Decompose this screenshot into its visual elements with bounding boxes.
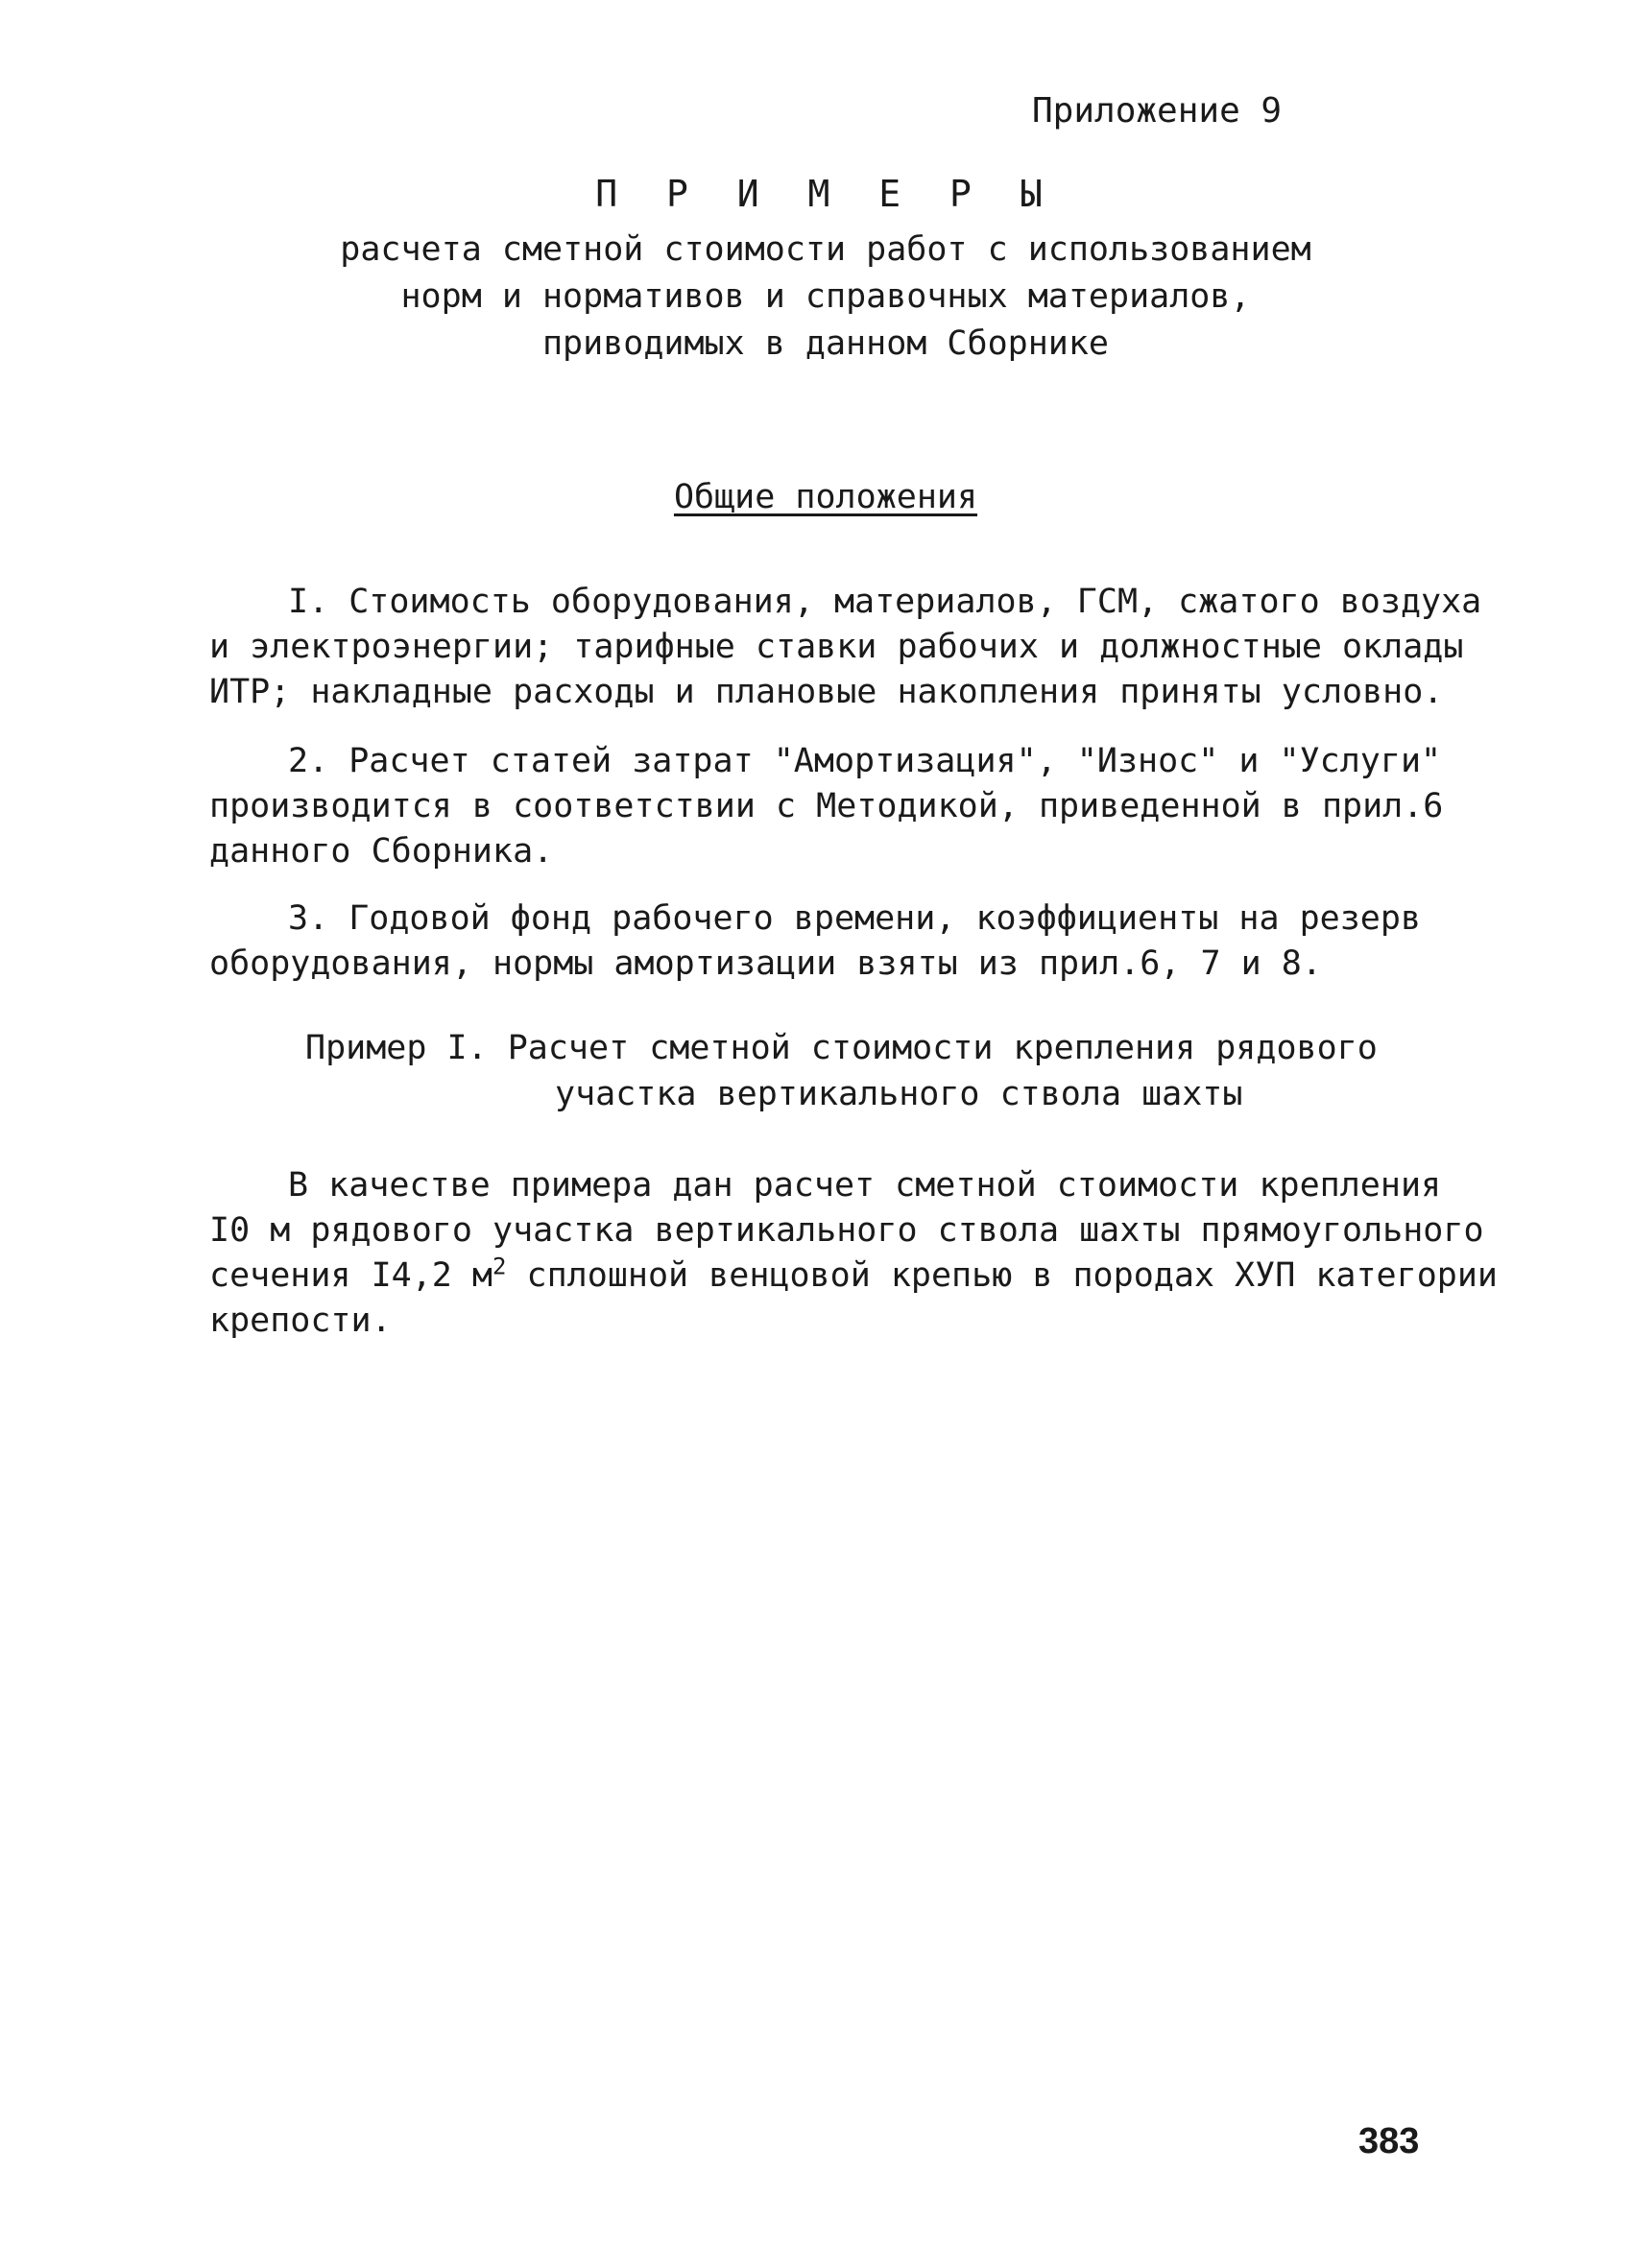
paragraph-3 (209, 896, 1448, 987)
paragraph-2-line-3: данного Сборника. (209, 832, 554, 871)
example-line-3-after: сплошной венцовой крепью в породах ХУП категории (506, 1256, 1498, 1295)
example-paragraph (209, 1163, 1498, 1344)
paragraph-2 (209, 739, 1448, 874)
example-line-3-before: сечения I4,2 м (209, 1256, 493, 1295)
example-line-2: I0 м рядового участка вертикального ствола шахты прямоугольного (209, 1211, 1484, 1250)
subtitle-line-1: расчета сметной стоимости работ с использованием (340, 230, 1311, 269)
example-line-4: крепости. (209, 1301, 392, 1340)
example-line-1: В качестве примера дан расчет сметной стоимости крепления (288, 1166, 1442, 1205)
paragraph-1 (209, 580, 1482, 715)
title-block (288, 173, 1363, 368)
example-line-3 (209, 1253, 1498, 1299)
section-heading (288, 478, 1363, 516)
appendix-label: Приложение 9 (1032, 91, 1283, 131)
paragraph-1-line-2: и электроэнергии; тарифные ставки рабочих и должностные оклады (209, 628, 1464, 666)
paragraph-3-line-2: оборудования, нормы амортизации взяты из прил.6, 7 и 8. (209, 944, 1322, 983)
example-heading (305, 1025, 1378, 1117)
example-heading-line-1: Пример I. Расчет сметной стоимости крепления рядового (305, 1029, 1378, 1067)
example-heading-line-2: участка вертикального ствола шахты (555, 1075, 1243, 1113)
subtitle-line-3: приводимых в данном Сборнике (541, 324, 1109, 363)
paragraph-1-line-1: I. Стоимость оборудования, материалов, ГСМ, сжатого воздуха (288, 583, 1482, 621)
section-heading-text: Общие положения (673, 478, 978, 516)
paragraph-1-line-3: ИТР; накладные расходы и плановые накопления приняты условно. (209, 673, 1444, 711)
paragraph-2-line-1: 2. Расчет статей затрат "Амортизация", "Износ" и "Услуги" (288, 742, 1442, 780)
page-number: 383 (1358, 2121, 1420, 2161)
superscript-exponent: 2 (492, 1253, 507, 1280)
page-title: П Р И М Е Р Ы (595, 173, 1056, 215)
subtitle-line-2: норм и нормативов и справочных материалов, (400, 277, 1251, 316)
paragraph-2-line-2: производится в соответствии с Методикой, приведенной в прил.6 (209, 787, 1444, 825)
paragraph-3-line-1: 3. Годовой фонд рабочего времени, коэффициенты на резерв (288, 899, 1422, 938)
